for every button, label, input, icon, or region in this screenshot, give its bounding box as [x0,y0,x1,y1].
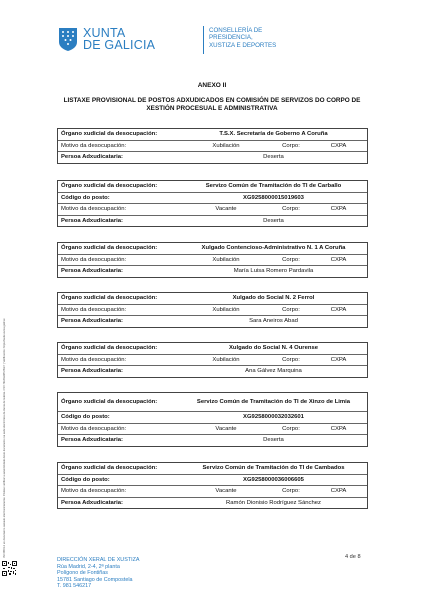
corpo-label: Corpo: [282,142,300,149]
logo-separator [203,26,204,54]
persoa-row [58,151,367,163]
verification-sidebar [3,318,15,558]
verification-text: ISO 8601 é un documento asinado electronicamente. Pódese verificar a autenticidade deste documento na sede electrónica da Xunta de Galicia. CSV: 5bcf0e4ff7253c7 | Verificación: https://sede.xunta.gal/cve [3,318,6,558]
motivo-row [58,203,367,215]
footer-line-5: T. 981 546217 [57,583,92,590]
organo-value: Xulgado do Social N. 4 Ourense [228,345,319,352]
organo-row [58,463,367,474]
organo-label: Órgano xudicial da desocupación: [61,295,158,302]
footer-line-2: Rúa Madrid, 2-4, 2ª planta [57,563,120,570]
motivo-row [58,254,367,266]
codigo-value: XG9258000032032601 [243,414,304,421]
organo-value: Xulgado Contencioso-Administrativo N. 1 A Coruña [201,245,346,252]
motivo-label: Motivo da desocupación: [61,206,127,213]
persoa-label: Persoa Adxudicataria: [61,318,123,325]
motivo-label: Motivo da desocupación: [61,142,127,149]
persoa-row [58,497,367,509]
corpo-label: Corpo: [282,256,300,263]
logo-text [83,27,155,51]
motivo-label: Motivo da desocupación: [61,488,127,495]
organo-row [58,129,367,140]
persoa-value: Ramón Dionisio Rodríguez Sánchez [226,499,321,506]
persoa-row [58,434,367,446]
corpo-value: CXPA [330,488,347,495]
corpo-label: Corpo: [282,425,300,432]
assignment-block [57,128,368,164]
assignment-block [57,462,368,509]
corpo-value: CXPA [330,206,347,213]
persoa-value: Deserta [263,437,284,444]
codigo-row [58,411,367,423]
motivo-value: Xubilación [212,306,240,313]
persoa-label: Persoa Adxudicataria: [61,268,123,275]
persoa-value: Sara Aneiros Abad [249,318,298,325]
footer-line-1: DIRECCIÓN XERAL DE XUSTIZA [57,557,140,563]
corpo-value: CXPA [330,306,347,313]
motivo-value: Xubilación [212,142,240,149]
motivo-row [58,423,367,435]
codigo-label: Código do posto: [61,476,110,483]
codigo-row [58,192,367,204]
codigo-label: Código do posto: [61,414,110,421]
corpo-value: CXPA [330,142,347,149]
organo-value: T.S.X. Secretaría de Goberno A Coruña [219,131,328,138]
organo-value: Xulgado do Social N. 2 Ferrol [232,295,315,302]
motivo-row [58,140,367,152]
assignment-block [57,180,368,227]
assignment-block [57,242,368,278]
persoa-label: Persoa Adxudicataria: [61,499,123,506]
organo-label: Órgano xudicial da desocupación: [61,245,158,252]
motivo-row [58,354,367,366]
logo-line-2: DE GALICIA [83,38,156,52]
dept-line-2: PRESIDENCIA, [209,34,253,42]
organo-value: Servizo Común de Tramitación do TI de Cambados [202,465,345,472]
motivo-label: Motivo da desocupación: [61,356,127,363]
corpo-label: Corpo: [282,306,300,313]
dept-line-3: XUSTIZA E DEPORTES [209,41,277,49]
corpo-value: CXPA [330,425,347,432]
motivo-label: Motivo da desocupación: [61,256,127,263]
persoa-label: Persoa Adxudicataria: [61,154,123,161]
logo-line-1: XUNTA [83,26,126,40]
motivo-value: Vacante [215,425,237,432]
motivo-label: Motivo da desocupación: [61,306,127,313]
persoa-value: María Luisa Romero Pardavila [233,268,314,275]
persoa-value: Deserta [263,217,284,224]
motivo-value: Vacante [215,488,237,495]
persoa-value: Ana Gálvez Marquina [245,368,302,375]
department-name [209,27,276,49]
organo-value: Servizo Común de Tramitación do TI de Xinzo de Limia [196,399,351,405]
codigo-value: XG9258000015019603 [243,194,304,201]
footer-line-4: 15781 Santiago de Compostela [57,576,133,583]
annex-heading: ANEXO II [197,82,227,89]
assignment-block [57,292,368,328]
codigo-row [58,474,367,486]
organo-row [58,343,367,354]
persoa-row [58,365,367,377]
persoa-label: Persoa Adxudicataria: [61,217,123,224]
assignment-block [57,342,368,378]
persoa-value: Deserta [263,154,284,161]
organo-label: Órgano xudicial da desocupación: [61,465,158,472]
persoa-label: Persoa Adxudicataria: [61,437,123,444]
header [57,24,357,64]
organo-row [58,293,367,304]
corpo-value: CXPA [330,256,347,263]
organo-label: Órgano xudicial da desocupación: [61,183,158,190]
footer-line-3: Polígono de Fontiñas [57,570,108,577]
persoa-label: Persoa Adxudicataria: [61,368,123,375]
xunta-logo-icon [57,26,79,52]
organo-label: Órgano xudicial da desocupación: [61,131,158,138]
page-number: 4 de 8 [345,554,361,560]
corpo-label: Corpo: [282,356,300,363]
persoa-row [58,315,367,327]
motivo-value: Xubilación [212,256,240,263]
organo-row [58,181,367,192]
motivo-value: Vacante [215,206,237,213]
motivo-row [58,304,367,316]
organo-label: Órgano xudicial da desocupación: [61,345,158,352]
footer-address [57,557,139,590]
corpo-value: CXPA [330,356,347,363]
dept-line-1: CONSELLERÍA DE [209,27,263,34]
persoa-row [58,215,367,227]
corpo-label: Corpo: [282,206,300,213]
codigo-label: Código do posto: [61,194,110,201]
motivo-value: Xubilación [212,356,240,363]
persoa-row [58,265,367,277]
assignment-block [57,392,368,447]
qr-code-icon [2,561,17,576]
document-title: LISTAXE PROVISIONAL DE POSTOS ADXUDICADOS EN COMISIÓN DE SERVIZOS DO CORPO DE XESTIÓN PROCESUAL E ADMINISTRATIVA [63,97,361,113]
organo-row [58,393,367,411]
organo-label: Órgano xudicial da desocupación: [61,399,158,405]
codigo-value: XG9258000036006605 [243,476,304,483]
motivo-row [58,485,367,497]
motivo-label: Motivo da desocupación: [61,425,127,432]
organo-row [58,243,367,254]
corpo-label: Corpo: [282,488,300,495]
organo-value: Servizo Común de Tramitación do TI de Carballo [205,183,342,190]
